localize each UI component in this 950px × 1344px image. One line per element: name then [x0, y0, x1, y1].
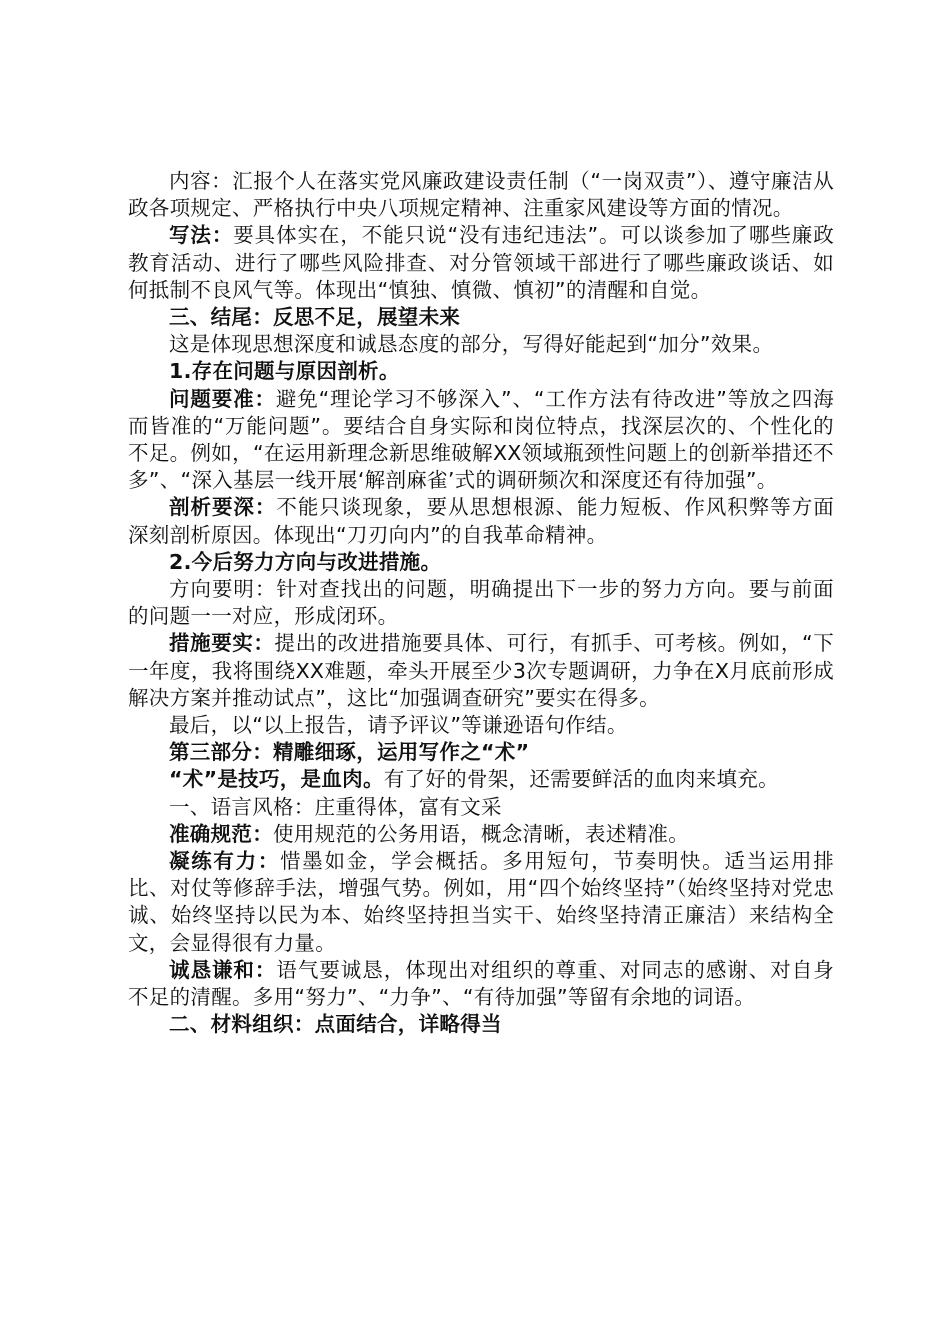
document-page [128, 168, 834, 1039]
paragraph-lead: 剖析要深： [169, 495, 277, 520]
paragraph-lead: 措施要实： [169, 631, 275, 656]
paragraph-text: 要具体实在，不能只说“没有违纪违法”。可以谈参加了哪些廉政教育活动、进行了哪些风险排查、对分管领域干部进行了哪些廉政谈话、如何抵制不良风气等。体现出“慎独、慎微、慎初”的清醒和自觉。 [128, 223, 834, 302]
paragraph-measures-concrete [128, 630, 834, 712]
paragraph-accurate-standard [128, 821, 834, 848]
paragraph-text: 方向要明：针对查找出的问题，明确提出下一步的努力方向。要与前面的问题一一对应，形成闭环。 [128, 577, 834, 629]
paragraph-text: 语气要诚恳，体现出对组织的尊重、对同志的感谢、对自身不足的清醒。多用“努力”、“力争”、“有待加强”等留有余地的词语。 [128, 957, 834, 1010]
paragraph-text: 内容：汇报个人在落实党风廉政建设责任制（“一岗双责”）、遵守廉洁从政各项规定、严格执行中央八项规定精神、注重家风建设等方面的情况。 [128, 169, 834, 221]
paragraph-lead: “术”是技巧，是血肉。 [169, 767, 384, 792]
paragraph-lead: 凝练有力： [169, 849, 281, 874]
subheading-improvements: 2.今后努力方向与改进措施。 [169, 549, 442, 574]
paragraph-text: 使用规范的公务用语，概念清晰，表述精准。 [273, 821, 689, 846]
section-heading-part-three: 第三部分：精雕细琢，运用写作之“术” [169, 740, 530, 765]
subheading-problems: 1.存在问题与原因剖析。 [169, 359, 400, 384]
paragraph-direction-clear [128, 576, 834, 630]
paragraph-lead: 准确规范： [169, 821, 273, 846]
paragraph-closing-remark [128, 712, 834, 739]
paragraph-text: 惜墨如金，学会概括。多用短句，节奏明快。适当运用排比、对仗等修辞手法，增强气势。例如，用“四个始终坚持”（始终坚持对党忠诚、始终坚持以民为本、始终坚持担当实干、始终坚持清正廉洁）来结构全文，会显得很有力量。 [128, 849, 835, 955]
paragraph-text: 避免“理论学习不够深入”、“工作方法有待改进”等放之四海而皆准的“万能问题”。要结合自身实际和岗位特点，找深层次的、个性化的不足。例如，“在运用新理念新思维破解XX领域瓶颈性问题上的创新举措还不多”、“深入基层一线开展‘解剖麻雀’式的调研频次和深度还有待加强”。 [128, 386, 835, 493]
paragraph-language-style [128, 794, 834, 821]
paragraph-ending-intro [128, 331, 834, 358]
paragraph-lead: 诚恳谦和： [169, 957, 277, 982]
paragraph-concise-powerful [128, 848, 834, 957]
paragraph-lead: 问题要准： [169, 386, 276, 411]
paragraph-technique-intro [128, 766, 834, 793]
section-heading-ending: 三、结尾：反思不足，展望未来 [169, 305, 461, 330]
paragraph-text: 这是体现思想深度和诚恳态度的部分，写得好能起到“加分”效果。 [169, 332, 774, 357]
paragraph-writing-method [128, 222, 834, 304]
section-heading-material: 二、材料组织：点面结合，详略得当 [169, 1012, 502, 1037]
paragraph-content [128, 168, 834, 222]
paragraph-text: 不能只谈现象，要从思想根源、能力短板、作风积弊等方面深刻剖析原因。体现出“刀刃向内”的自我革命精神。 [128, 495, 834, 547]
paragraph-problems-precise [128, 386, 834, 495]
paragraph-text: 提出的改进措施要具体、可行，有抓手、可考核。例如，“下一年度，我将围绕XX难题，牵头开展至少3次专题调研，力争在X月底前形成解决方案并推动试点”，这比“加强调查研究”要实在得多。 [128, 631, 835, 710]
paragraph-sincere-modest [128, 957, 834, 1011]
paragraph-analysis-deep [128, 494, 834, 548]
paragraph-text: 一、语言风格：庄重得体，富有文采 [169, 794, 502, 819]
paragraph-text: 有了好的骨架，还需要鲜活的血肉来填充。 [383, 767, 779, 792]
paragraph-text: 最后，以“以上报告，请予评议”等谦逊语句作结。 [169, 713, 628, 738]
paragraph-lead: 写法： [169, 223, 234, 248]
